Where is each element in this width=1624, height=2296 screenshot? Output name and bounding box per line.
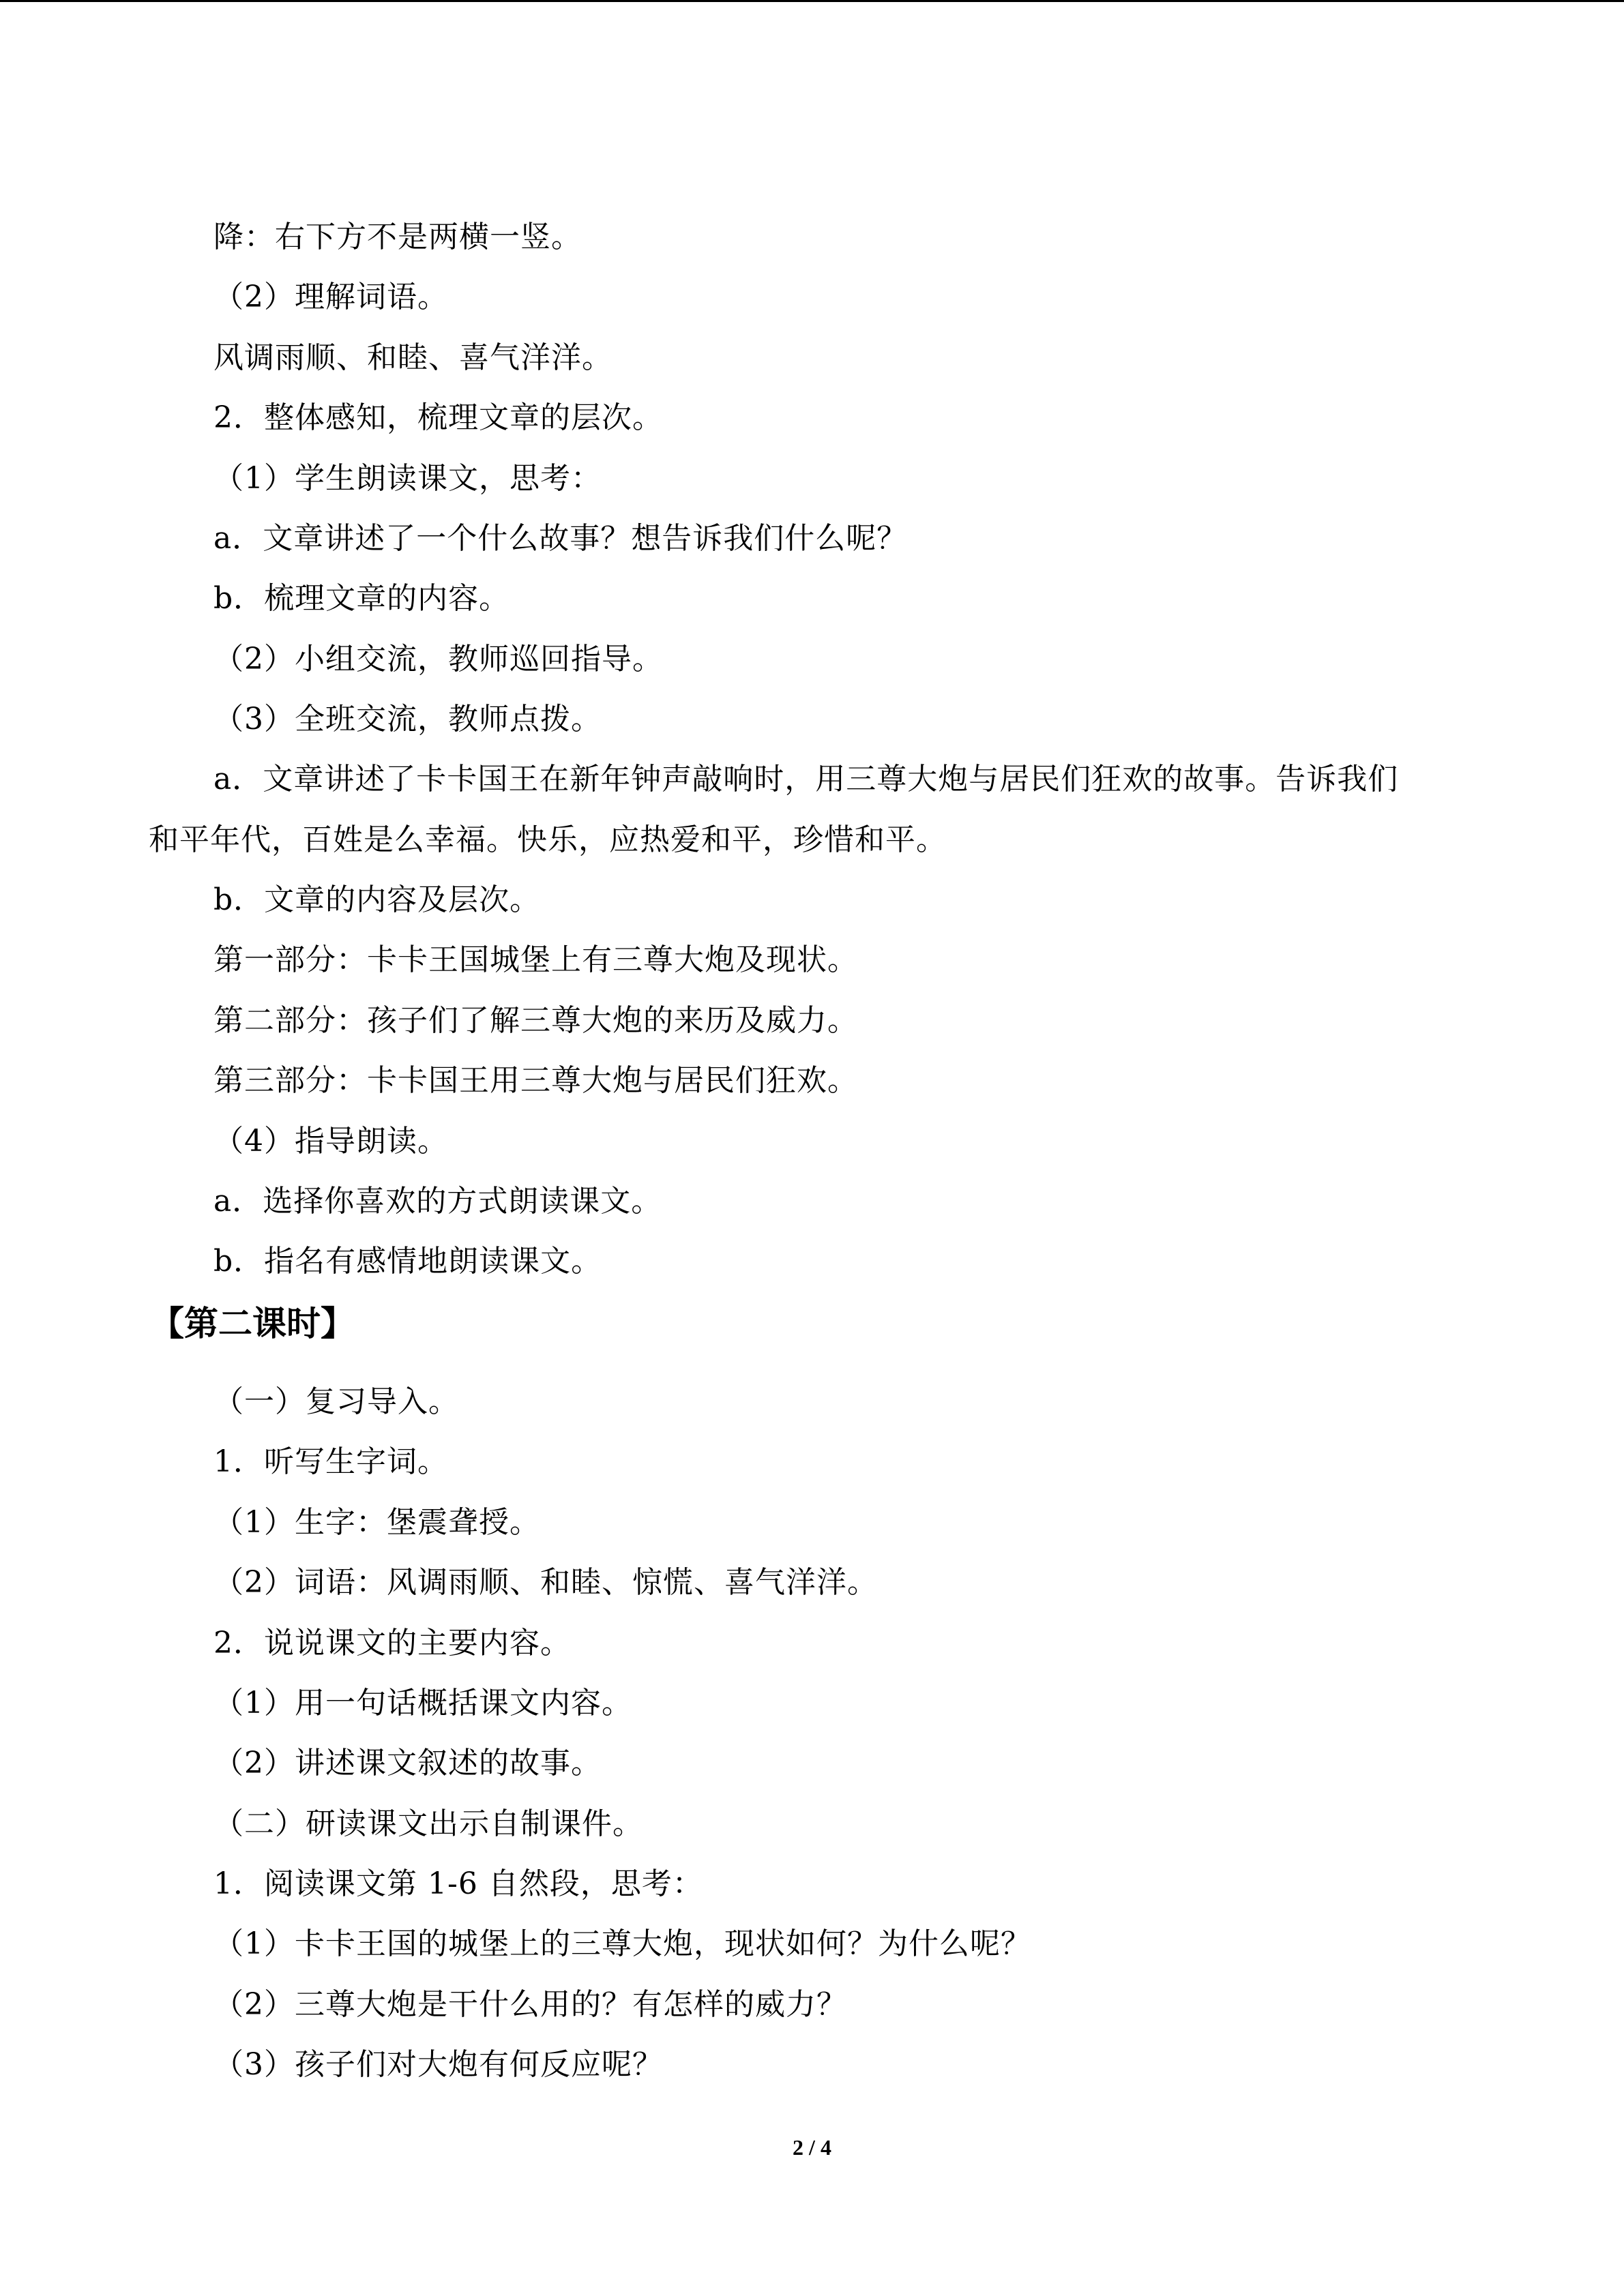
text-line: （2）讲述课文叙述的故事。 [213,1746,602,1780]
text-line: 1．阅读课文第 1-6 自然段，思考： [213,1866,703,1901]
text-line: 第一部分：卡卡王国城堡上有三尊大炮及现状。 [213,942,858,977]
text-line: b．梳理文章的内容。 [213,581,510,616]
text-line: （2）小组交流，教师巡回指导。 [213,642,663,676]
text-line: 1．听写生字词。 [213,1444,448,1479]
page-number: 2 / 4 [793,2135,831,2160]
text-line: （3）全班交流，教师点拨。 [213,702,602,736]
text-line: b．指名有感情地朗读课文。 [213,1244,602,1279]
text-line: （1）学生朗读课文，思考： [213,461,602,496]
text-line: 第三部分：卡卡国王用三尊大炮与居民们狂欢。 [213,1063,858,1098]
text-line: （2）理解词语。 [213,280,448,314]
text-line: （一）复习导入。 [213,1384,459,1419]
text-line: a．文章讲述了卡卡国王在新年钟声敲响时，用三尊大炮与居民们狂欢的故事。告诉我们 [213,762,1399,796]
text-line: （二）研读课文出示自制课件。 [213,1806,643,1841]
text-line: 2．整体感知，梳理文章的层次。 [213,400,663,435]
text-line: （2）词语：风调雨顺、和睦、惊慌、喜气洋洋。 [213,1565,878,1600]
text-line: a．文章讲述了一个什么故事？想告诉我们什么呢？ [213,521,908,556]
section-heading: 【第二课时】 [150,1304,355,1343]
text-line: 风调雨顺、和睦、喜气洋洋。 [213,340,612,375]
text-line: 2．说说课文的主要内容。 [213,1626,571,1660]
text-line: b．文章的内容及层次。 [213,882,541,917]
text-line: （3）孩子们对大炮有何反应呢？ [213,2047,663,2082]
text-line: （2）三尊大炮是干什么用的？有怎样的威力？ [213,1987,847,2022]
text-line: a．选择你喜欢的方式朗读课文。 [213,1184,662,1219]
text-line: （1）用一句话概括课文内容。 [213,1686,632,1720]
text-line: 第二部分：孩子们了解三尊大炮的来历及威力。 [213,1003,858,1038]
text-line: 降：右下方不是两横一竖。 [213,220,582,254]
text-line: （1）卡卡王国的城堡上的三尊大炮，现状如何？为什么呢？ [213,1926,1031,1961]
text-line: （4）指导朗读。 [213,1124,448,1159]
text-line: （1）生字：堡震聋授。 [213,1505,540,1540]
text-line: 和平年代，百姓是么幸福。快乐，应热爱和平，珍惜和平。 [149,822,947,857]
